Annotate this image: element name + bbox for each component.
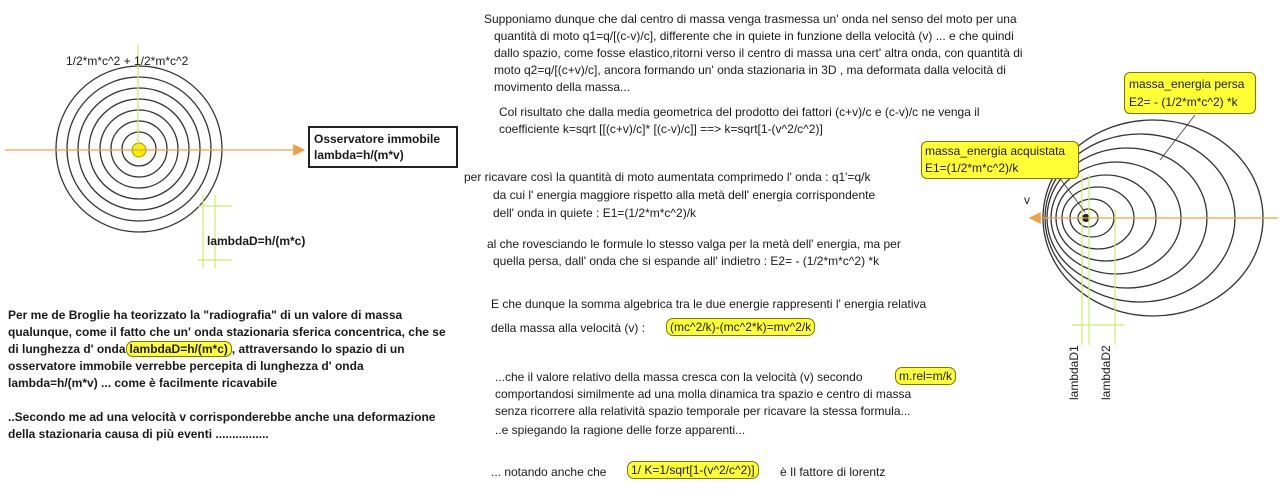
observer-box	[308, 126, 458, 168]
observer-box-formula: lambda=h/(m*v)	[314, 148, 404, 162]
lambdaD-label: lambdaD=h/(m*c)	[207, 234, 306, 248]
text-line: Supponiamo dunque che dal centro di massa venga trasmessa un' onda nel senso del moto per una	[484, 12, 1017, 26]
text-line: dell' onda in quiete : E1=(1/2*m*c^2)/k	[493, 206, 697, 220]
paragraph-fragment: di lunghezza d' onda	[8, 342, 126, 356]
energy-sum-label: 1/2*m*c^2 + 1/2*m*c^2	[66, 54, 189, 68]
text-line: dallo spazio, come fosse elastico,ritorni verso il centro di massa una cert' altra onda, con quantità di	[494, 46, 1023, 60]
text-line: della massa alla velocità (v) :	[491, 321, 646, 335]
paragraph-line: osservatore immobile verrebbe percepita di lunghezza d' onda	[8, 359, 364, 373]
energia-persa-box	[1124, 72, 1256, 114]
energia-acquistata-box	[921, 141, 1079, 179]
text-fragment: è Il fattore di lorentz	[780, 465, 886, 479]
persa-title: massa_energia persa	[1129, 77, 1245, 91]
lambdaD2-label: lambdaD2	[1099, 345, 1113, 400]
formula-mrel-highlight: m.rel=m/k	[895, 367, 956, 385]
text-line: quantità di moto q1=q/[(c-v)/c], differente che in quiete in funzione della velocità (v) ... e che quindi	[494, 29, 1014, 43]
text-line: comportandosi similmente ad una molla dinamica tra spazio e centro di massa	[495, 387, 912, 401]
paragraph-line: ..Secondo me ad una velocità v corrisponderebbe anche una deformazione	[8, 410, 436, 424]
text-line: quella persa, dall' onda che si espande all' indietro : E2= - (1/2*m*c^2) *k	[493, 254, 880, 268]
text-line: moto q2=q/[(c+v)/c], ancora formando un' onda stazionaria in 3D , ma deformata dalla velocità di	[494, 63, 1006, 77]
text-line: ..e spiegando la ragione delle forze apparenti...	[495, 423, 746, 437]
acquistata-formula: E1=(1/2*m*c^2)/k	[925, 161, 1019, 175]
text-line: coefficiente k=sqrt [[(c+v)/c]* [(c-v)/c]] ==> k=sqrt[1-(v^2/c^2)]	[499, 122, 823, 136]
paragraph-line: della stazionaria causa di più eventi ................	[8, 427, 269, 441]
text-line: Col risultato che dalla media geometrica del prodotto dei fattori (c+v)/c e (c-v)/c ne venga il	[499, 105, 980, 119]
text-line: da cui l' energia maggiore rispetto alla metà dell' energia corrispondente	[493, 188, 876, 202]
text-line: movimento della massa...	[494, 80, 631, 94]
observer-box-title: Osservatore immobile	[314, 132, 441, 146]
text-line: per ricavare così la quantità di moto aumentata comprimedo l' onda : q1'=q/k	[464, 170, 871, 184]
velocity-label: v	[1024, 193, 1030, 207]
paragraph-line: qualunque, come il fatto che un' onda stazionaria sferica concentrica, che se	[8, 325, 446, 339]
paragraph-line: Per me de Broglie ha teorizzato la "radiografia" di un valore di massa	[8, 308, 403, 322]
text-line: senza ricorrere alla relatività spazio temporale per ricavare la stessa formula...	[495, 404, 911, 418]
text-fragment: ... notando anche che	[491, 465, 607, 479]
lambdaD1-label: lambdaD1	[1067, 345, 1081, 400]
paragraph-line	[8, 341, 405, 357]
paragraph-line: lambda=h/(m*v) ... come è facilmente ricavabile	[8, 376, 278, 390]
acquistata-title: massa_energia acquistata	[925, 144, 1066, 158]
persa-formula: E2= - (1/2*m*c^2) *k	[1129, 95, 1238, 109]
text-line: E che dunque la somma algebrica tra le due energie rappresenti l' energia relativa	[491, 297, 927, 311]
lambdaD-highlight: lambdaD=h/(m*c)	[126, 341, 232, 357]
formula-mv-highlight: (mc^2/k)-(mc^2*k)=mv^2/k	[666, 318, 815, 336]
formula-lorentz-highlight: 1/ K=1/sqrt[1-(v^2/c^2)]	[627, 461, 759, 479]
text-line: al che rovesciando le formule lo stesso valga per la metà dell' energia, ma per	[487, 237, 901, 251]
paragraph-fragment: , attraversando lo spazio di un	[231, 342, 405, 356]
text-line: ...che il valore relativo della massa cresca con la velocità (v) secondo	[495, 370, 863, 384]
